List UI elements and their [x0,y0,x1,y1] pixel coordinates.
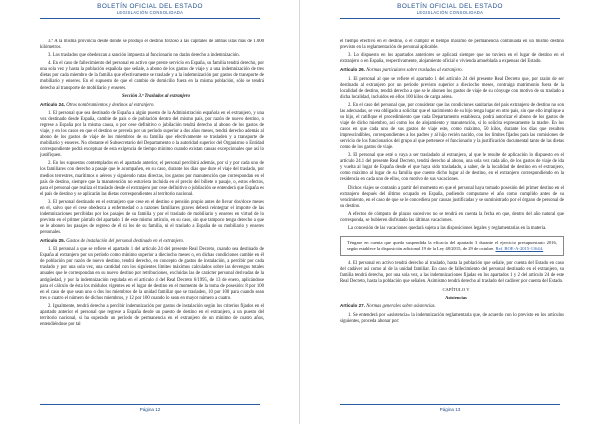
page-right [300,0,600,424]
chapter-heading: CAPÍTULO V [442,287,470,293]
note-reference-link[interactable]: Ref. BOE-A-2015-11644. [495,246,544,252]
header-subtitle: LEGISLACIÓN CONSOLIDADA [116,10,184,15]
paragraph: 4. El personal en activo tendrá derecho al traslado, hasta la población que señale, por cuenta del Estado en caso del cadáver así como al de la unidad familiar. En caso de fallecimiento del personal destinado en el extranjero, su familia tendrá derecho, por una sola vez, a las indemnizaciones fijadas en los apartados 1 y 2 del artículo 24 de este Real Decreto, hasta la población que señalen. Asimismo tendrá derecho al traslado del cadáver por cuenta del Estado. [340,260,564,285]
paragraph: 2. En los supuestos contemplados en el apartado anterior, el personal percibirá además, por sí y por cada uno de los familiares con derecho a pasaje que le acompañen, en su caso, durante los días que dure el viaje del traslado, por medios terrestres, marítimos o aéreos y siguiendo rutas directas, los gastos por manutención que correspondan en el país de destino, siempre que la manutención no estuviera incluida en el precio del billete o pasaje, o, estos efectos, para el personal que realiza el traslado desde el extranjero por cese definitivo o jubilación se entenderá que España es el país de destino y se aplicarán las dietas correspondientes al territorio nacional. [40,161,264,197]
page-header [0,3,300,16]
paragraph: Dichos viajes se contarán a partir del momento en que el personal haya tomado posesión del primer destino en el extranjero después del último ocupado en España, pudiendo computarse el año como cumplido antes de su vencimiento, en el caso de que se le concediera por causas justificadas y se suministrado por el órgano de personal de su destino. [340,185,564,209]
page-number: Página 12 [139,407,161,412]
paragraph: A efectos de cómputo de plazos sucesivos no se tendrá en cuenta la fecha en que, dentro del año natural que corresponda, se hubieren disfrutado las últimas vacaciones. [340,211,564,223]
paragraph: 4. En el caso de fallecimiento del personal en activo que preste servicio en España, su familia tendrá derecho, por una sola vez y hasta la población española que señale, a abono de los gastos de viaje y a una indemnización de tres dietas por cada miembro de la familia que efectivamente se traslade y a la indemnización por gastos de transporte de mobiliario y enseres. En el supuesto de que el cambio de domicilio fuera en la misma población, sólo se tendrá derecho al transporte de mobiliario y enseres. [40,61,264,91]
header-subtitle: LEGISLACIÓN CONSOLIDADA [416,10,484,15]
article-title: Normas particulares sobre traslados al extranjero. [366,68,463,74]
header-rule [40,18,260,19]
page-body [340,39,564,401]
chapter-title: Asistencias [445,295,467,301]
article-heading [340,67,564,74]
article-title: Gastos de instalación del personal destinado en el extranjero. [66,239,185,245]
article-title: Otros nombramientos y destinos al extranjero. [66,102,155,108]
paragraph: 2. En el caso del personal que, por considerar que las condiciones sanitarias del país extranjero de destino no son las adecuadas, se vea obligado a solicitar que el nacimiento de su hijo tenga lugar en otro país, sin que ello implique a su hijo, el ratifique el procedimiento que cada Departamento establezca, podrá autorizar el abono de los gastos de viaje de dicho miembro, así como los de alojamiento y manutención, si lo solicita expresamente la madre. En los casos en que cada uno de sus gastos de viaje este, como máximo, 50 kilos, durante los días que resulten imprescindibles, correspondientes a los padres y al hijo recién nacido, con los límites fijados para las comisiones de servicio de los funcionarios del grupo al que pertenece el funcionario y la justificación documental tanto de las dietas como de los gastos de viaje. [340,102,564,151]
header-title: BOLETÍN OFICIAL DEL ESTADO [397,3,503,10]
footer-rule [340,404,560,405]
paragraph: 3.º A la misma provincia desde donde se produjo el destino forzoso a las capitales de ambas islas más de 1.000 kilómetros. [40,39,264,51]
article-heading [40,102,264,109]
paragraph: 3. El personal destinado en el extranjero que cese en el destino o pensión propio antes de llevar dos/doce meses en el, salvo que el cese obedezca a enfermedad o a razones familiares graves deberá reintegrar el importe de las indemnizaciones percibidas por los pasajes de su familia y por el traslado de mobiliario y enseres en virtud de lo previsto en el primer párrafo del apartado 1 de este mismo artículo, en su caso, sin que tampoco tenga derecho a que se le abonen los pasajes de regreso de él ni los de su familia, ni el traslado a España de su mobiliario y enseres personales. [40,199,264,236]
paragraph: 3. Lo dispuesto en los apartados anteriores se aplicará siempre que no tuviera en el lugar de destino en el extranjero o en España, respectivamente, alojamiento oficial o vivienda amueblada a expensas del Estado. [340,53,564,65]
paragraph: La concesión de las vacaciones quedará sujeta a las disposiciones legales y reglamentarias en la materia. [348,226,547,232]
note-text [347,240,557,252]
paragraph: 2. Igualmente, tendrá derecho a percibir indemnización por gastos de instalación según los criterios fijados en el apartado anterior el personal que regrese a España desde un puesto de destino en el extranjero, a un puesto del territorio nacional, si ha superado un período de permanencia en el extranjero de un mínimo de cuatro años, entendiéndose por tal [40,303,264,327]
paragraph: 3. Los traslados que obedezcan a sanción impuesta al funcionario no darán derecho a indemnización. [48,53,240,59]
paragraph: 3. El personal que esté o vaya a ser trasladado al extranjero, al que le resulte de aplicación lo dispuesto en el artículo 24.1 del presente Real Decreto, tendrá derecho al abono, una sola vez cada año, de los gastos de viaje de ida y vuelta al lugar de España desde el que haya sido trasladado, a saber, de la localidad de destino en el extranjero, como máximo al lugar de su familia que cuente dicho lugar al de destino, en el extranjero correspondiendo en la residencia en cada uno de ellos, con motivo de sus vacaciones. [340,153,564,183]
header-title: BOLETÍN OFICIAL DEL ESTADO [97,3,203,10]
paragraph: 1. El personal a que se refiere el apartado 1 del artículo 24 del presente Real Decreto, cuando sea destinado de España al extranjero por un período como mínimo superior a dieciocho meses o, en dichas condiciones cambie en él de población por razón de nuevo destino, tendrá derecho, en concepto de gastos de instalación, a percibir por cada traslado y por una sola vez, una cantidad con los siguientes límites máximos calculados sobre las devengos totales anuales que le correspondan en su nuevo destino por retribuciones, excluidas las de carácter personal derivadas de la antigüedad, y por la indemnización regulada en el artículo 4 del Real Decreto 6/1995, de 13 de enero, aplicándose para el cálculo de ésta los módulos vigentes en el lugar de destino en el momento de la toma de posesión: 8 por 100 en el caso de que sean uno o dos los miembros de la unidad familiar que se trasladen, 10 por 100 para cuando sean tres o cuatro el número de dichos miembros, y 12 por 100 cuando lo sean en mayor número a cuatro. [40,247,264,301]
note-body: Téngase en cuenta que queda suspendida la eficacia del apartado 3 durante el ejercicio presupuestario 2016, según establece la disposición adicional 19 de la Ley 48/2015, de 29 de octubre. [347,240,557,252]
page-body [40,39,264,401]
page-number: Página 13 [439,407,461,412]
article-title: Normas generales sobre asistencias. [366,304,436,310]
note-box [340,236,564,256]
paragraph: 1. Se entenderá por «asistencia» la indemnización reglamentaria que, de acuerdo con lo previsto en los artículos siguientes, proceda abonar por: [340,312,564,324]
section-heading: Sección 3.ª Traslados al extranjero [122,93,190,99]
article-heading [340,303,564,310]
page-header [300,3,600,16]
header-rule [340,18,560,19]
article-number: Artículo 25. [40,238,66,244]
article-number: Artículo 24. [40,101,66,107]
article-heading [40,238,264,245]
article-number: Artículo 26. [340,67,366,73]
footer-rule [40,404,260,405]
article-number: Artículo 27. [340,303,366,309]
paragraph: 1. El personal al que se refiere el apartado 1 del artículo 24 del presente Real Decreto que, por razón de ser destinado al extranjero por un período previsto superior a dieciocho meses, contraiga matrimonio fuera de la localidad de destino, tendrá derecho a que se le abonen los gastos de viaje de su cónyuge con motivo de su traslado a dicha localidad, incluidos en ellos 100 kilos de carga aérea. [340,76,564,100]
paragraph: 1. El personal que sea destinado de España a algún puesto de la Administración española en el extranjero, y una vez destinado desde España, cambie de país o de población dentro del mismo país, por razón de nuevo destino, o regrese a España por la misma causa, o por cese definitivo o jubilación tendrá derecho al abono de los gastos de viaje, y en los casos en que el destino se preveía por un período superior a dos años meses, tendrá derecho además al abono de los gastos de viaje de los miembros de su familia que efectivamente se trasladen y a transporte de mobiliario y enseres. No obstante el Subsecretario del Departamento o la autoridad superior del Organismo o Entidad correspondiente podrá exceptuar de esta exigencia de tiempo mínimo cuando existan causas excepcionales que así lo justifiquen. [40,110,264,159]
paragraph: el tiempo efectivo en el destino, o el cumplir el tiempo máximo de permanencia continuada en un mismo destino previsto en la reglamentación de personal aplicable. [340,39,564,51]
